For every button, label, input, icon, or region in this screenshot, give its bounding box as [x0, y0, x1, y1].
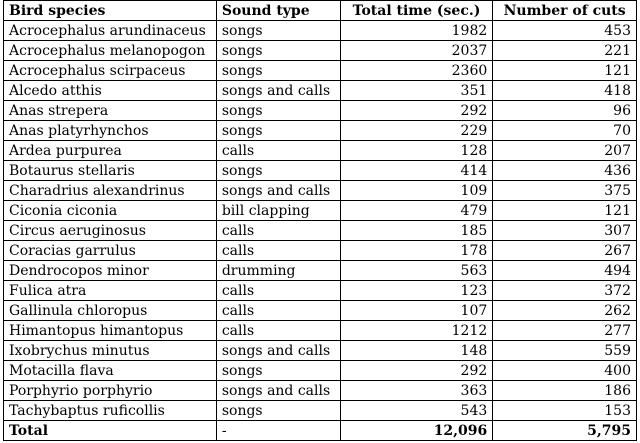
cell-total-time: 128	[340, 141, 493, 161]
cell-sound-type: calls	[216, 301, 340, 321]
cell-number-of-cuts: 418	[493, 81, 637, 101]
cell-bird-species: Himantopus himantopus	[4, 321, 217, 341]
table-row	[4, 221, 637, 241]
cell-bird-species: Tachybaptus ruficollis	[4, 401, 217, 421]
cell-total-time: 563	[340, 261, 493, 281]
table-row	[4, 361, 637, 381]
cell-total-time: 1212	[340, 321, 493, 341]
cell-bird-species: Charadrius alexandrinus	[4, 181, 217, 201]
cell-number-of-cuts: 70	[493, 121, 637, 141]
table-row	[4, 61, 637, 81]
cell-sound-type: calls	[216, 221, 340, 241]
cell-number-of-cuts: 153	[493, 401, 637, 421]
cell-total-time: 123	[340, 281, 493, 301]
cell-sound-type: songs	[216, 161, 340, 181]
cell-sound-type: songs and calls	[216, 341, 340, 361]
cell-bird-species: Coracias garrulus	[4, 241, 217, 261]
cell-bird-species: Ciconia ciconia	[4, 201, 217, 221]
cell-sound-type: songs	[216, 21, 340, 41]
cell-total-time: 414	[340, 161, 493, 181]
cell-sound-type: calls	[216, 281, 340, 301]
cell-number-of-cuts: 400	[493, 361, 637, 381]
cell-bird-species: Acrocephalus arundinaceus	[4, 21, 217, 41]
cell-bird-species: Alcedo atthis	[4, 81, 217, 101]
table-row	[4, 241, 637, 261]
table-row	[4, 381, 637, 401]
cell-total-time: 148	[340, 341, 493, 361]
cell-total-time: 1982	[340, 21, 493, 41]
table-row	[4, 21, 637, 41]
cell-number-of-cuts: 494	[493, 261, 637, 281]
table-row	[4, 261, 637, 281]
total-time-value: 12,096	[340, 421, 493, 441]
cell-sound-type: songs	[216, 401, 340, 421]
table-body	[4, 21, 637, 421]
cell-number-of-cuts: 121	[493, 61, 637, 81]
cell-sound-type: bill clapping	[216, 201, 340, 221]
cell-total-time: 178	[340, 241, 493, 261]
header-sound-type: Sound type	[216, 1, 340, 21]
cell-total-time: 185	[340, 221, 493, 241]
table-row	[4, 201, 637, 221]
cell-total-time: 2037	[340, 41, 493, 61]
cell-sound-type: songs and calls	[216, 81, 340, 101]
cell-number-of-cuts: 267	[493, 241, 637, 261]
total-label: Total	[4, 421, 217, 441]
cell-bird-species: Botaurus stellaris	[4, 161, 217, 181]
cell-bird-species: Circus aeruginosus	[4, 221, 217, 241]
cell-bird-species: Fulica atra	[4, 281, 217, 301]
table-row	[4, 321, 637, 341]
cell-number-of-cuts: 207	[493, 141, 637, 161]
cell-sound-type: calls	[216, 321, 340, 341]
table-row	[4, 41, 637, 61]
table-row	[4, 141, 637, 161]
cell-number-of-cuts: 221	[493, 41, 637, 61]
cell-total-time: 479	[340, 201, 493, 221]
cell-number-of-cuts: 262	[493, 301, 637, 321]
cell-bird-species: Acrocephalus scirpaceus	[4, 61, 217, 81]
header-number-of-cuts: Number of cuts	[493, 1, 637, 21]
cell-total-time: 543	[340, 401, 493, 421]
cell-bird-species: Ardea purpurea	[4, 141, 217, 161]
cell-total-time: 292	[340, 361, 493, 381]
cell-bird-species: Anas platyrhynchos	[4, 121, 217, 141]
cell-bird-species: Acrocephalus melanopogon	[4, 41, 217, 61]
cell-sound-type: songs and calls	[216, 381, 340, 401]
cell-number-of-cuts: 453	[493, 21, 637, 41]
total-row	[4, 421, 637, 441]
cell-total-time: 363	[340, 381, 493, 401]
cell-sound-type: songs	[216, 61, 340, 81]
cell-bird-species: Ixobrychus minutus	[4, 341, 217, 361]
cell-number-of-cuts: 559	[493, 341, 637, 361]
cell-sound-type: songs	[216, 41, 340, 61]
cell-total-time: 107	[340, 301, 493, 321]
cell-bird-species: Porphyrio porphyrio	[4, 381, 217, 401]
cell-bird-species: Gallinula chloropus	[4, 301, 217, 321]
cell-sound-type: calls	[216, 241, 340, 261]
cell-number-of-cuts: 96	[493, 101, 637, 121]
cell-total-time: 2360	[340, 61, 493, 81]
cell-total-time: 229	[340, 121, 493, 141]
cell-sound-type: calls	[216, 141, 340, 161]
table-row	[4, 161, 637, 181]
cell-number-of-cuts: 372	[493, 281, 637, 301]
header-bird-species: Bird species	[4, 1, 217, 21]
cell-total-time: 292	[340, 101, 493, 121]
cell-total-time: 351	[340, 81, 493, 101]
cell-sound-type: songs	[216, 121, 340, 141]
cell-number-of-cuts: 277	[493, 321, 637, 341]
table-row	[4, 101, 637, 121]
cell-bird-species: Dendrocopos minor	[4, 261, 217, 281]
table-row	[4, 81, 637, 101]
header-row	[4, 1, 637, 21]
table-row	[4, 301, 637, 321]
table-row	[4, 341, 637, 361]
cell-total-time: 109	[340, 181, 493, 201]
cell-number-of-cuts: 375	[493, 181, 637, 201]
total-sound-type: -	[216, 421, 340, 441]
table-row	[4, 401, 637, 421]
cell-number-of-cuts: 436	[493, 161, 637, 181]
header-total-time: Total time (sec.)	[340, 1, 493, 21]
cell-sound-type: drumming	[216, 261, 340, 281]
cell-number-of-cuts: 307	[493, 221, 637, 241]
cell-sound-type: songs	[216, 101, 340, 121]
cell-sound-type: songs and calls	[216, 181, 340, 201]
cell-number-of-cuts: 121	[493, 201, 637, 221]
cell-sound-type: songs	[216, 361, 340, 381]
table-row	[4, 281, 637, 301]
total-cuts-value: 5,795	[493, 421, 637, 441]
cell-number-of-cuts: 186	[493, 381, 637, 401]
cell-bird-species: Motacilla flava	[4, 361, 217, 381]
table-row	[4, 181, 637, 201]
cell-bird-species: Anas strepera	[4, 101, 217, 121]
table-row	[4, 121, 637, 141]
bird-species-table	[3, 0, 637, 441]
